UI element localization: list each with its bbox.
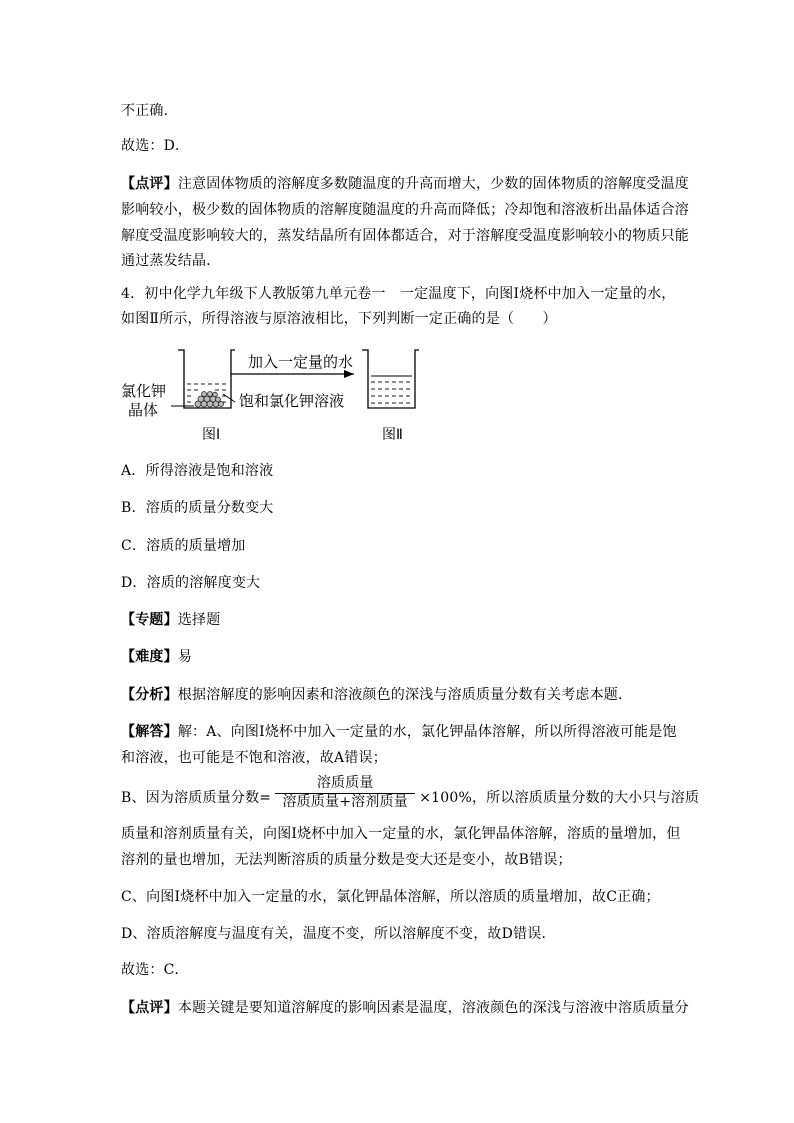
- topic-value: 选择题: [177, 612, 221, 628]
- comment-tag: 【点评】: [121, 1000, 178, 1016]
- crystal-label: 晶体: [128, 401, 159, 419]
- formula-line: [121, 775, 700, 810]
- option-c: C．溶质的质量增加: [121, 538, 246, 554]
- text-line: 不正确．: [121, 103, 178, 119]
- solution-label: 饱和氯化钾溶液: [239, 392, 345, 410]
- text-line: 质量和溶剂质量有关，向图Ⅰ烧杯中加入一定量的水，氯化钾晶体溶解，溶质的量增加，但: [121, 826, 681, 842]
- analysis-tag: 【分析】: [121, 687, 178, 703]
- figure-caption-1: 图Ⅰ: [202, 427, 221, 443]
- beaker-2-icon: [362, 350, 419, 408]
- answer-tag: 【解答】: [121, 724, 178, 740]
- arrow-head-icon: [344, 370, 354, 378]
- fraction-numerator: 溶质质量: [316, 775, 374, 791]
- text-line: D、溶质溶解度与温度有关，温度不变，所以溶解度不变，故D错误．: [121, 926, 556, 942]
- text-line: 本题关键是要知道溶解度的影响因素是温度，溶液颜色的深浅与溶液中溶质质量分: [177, 1000, 690, 1016]
- text-line: 解：A、向图Ⅰ烧杯中加入一定量的水，氯化钾晶体溶解，所以所得溶液可能是饱: [177, 724, 677, 740]
- text-segment: ×100%，所以溶质质量分数的大小只与溶质: [419, 790, 700, 806]
- option-d: D．溶质的溶解度变大: [121, 575, 261, 591]
- answer-line: [121, 723, 681, 741]
- topic-tag: 【专题】: [121, 612, 178, 628]
- figure-caption-2: 图Ⅱ: [382, 427, 403, 443]
- option-a: A．所得溶液是饱和溶液: [121, 463, 274, 479]
- text-line: 影响较小，极少数的固体物质的溶解度随温度的升高而降低；冷却饱和溶液析出晶体适合溶: [121, 202, 689, 218]
- fraction-denominator: 溶质质量+溶剂质量: [282, 794, 408, 810]
- comment-paragraph: [121, 999, 690, 1017]
- text-line: 注意固体物质的溶解度多数随温度的升高而增大，少数的固体物质的溶解度受温度: [177, 176, 690, 192]
- text-line: 溶剂的量也增加，无法判断溶质的质量分数是变大还是变小，故B错误；: [121, 852, 572, 868]
- text-line: 和溶液，也可能是不饱和溶液，故A错误；: [121, 750, 387, 766]
- question-text: 4．初中化学九年级下人教版第九单元卷一 一定温度下，向图Ⅰ烧杯中加入一定量的水，: [121, 286, 676, 302]
- difficulty-tag: 【难度】: [121, 649, 178, 665]
- arrow-label: 加入一定量的水: [248, 353, 354, 371]
- beaker-figure: [118, 342, 428, 447]
- crystal-icon: [195, 392, 224, 408]
- difficulty-value: 易: [177, 649, 193, 665]
- text-segment: B、因为溶质质量分数=: [121, 790, 272, 806]
- question-text: 如图Ⅱ所示，所得溶液与原溶液相比，下列判断一定正确的是（ ）: [121, 311, 557, 327]
- text-line: 故选：C．: [121, 962, 189, 978]
- comment-tag: 【点评】: [121, 176, 178, 192]
- option-b: B．溶质的质量分数变大: [121, 500, 274, 516]
- topic-line: [121, 611, 681, 629]
- difficulty-line: [121, 648, 681, 666]
- analysis-text: 根据溶解度的影响因素和溶液颜色的深浅与溶质质量分数有关考虑本题．: [177, 687, 633, 703]
- fraction: [271, 775, 419, 810]
- analysis-line: [121, 686, 681, 704]
- text-line: C、向图Ⅰ烧杯中加入一定量的水，氯化钾晶体溶解，所以溶质的质量增加，故C正确；: [121, 889, 660, 905]
- text-line: 通过蒸发结晶．: [121, 253, 221, 269]
- crystal-label: 氯化钾: [121, 382, 167, 400]
- beaker-1-icon: [178, 350, 235, 408]
- text-line: 解度受温度影响较大的，蒸发结晶所有固体都适合，对于溶解度受温度影响较小的物质只能: [121, 228, 689, 244]
- comment-paragraph: [121, 175, 690, 193]
- text-line: 故选：D．: [121, 138, 190, 154]
